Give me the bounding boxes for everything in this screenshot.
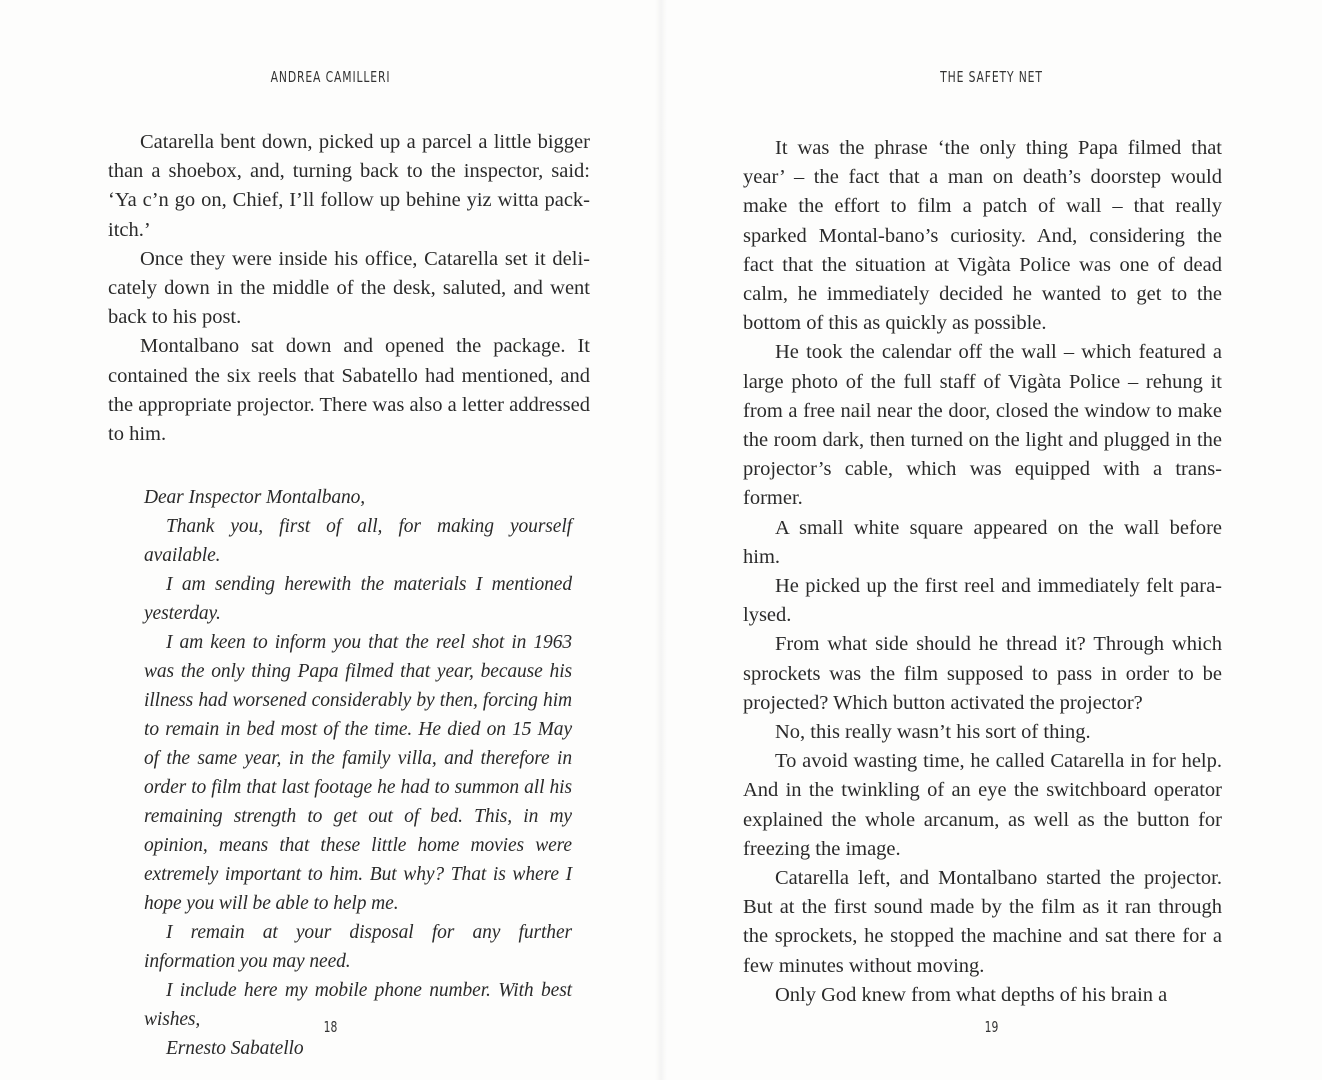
right-body-text [743,134,1222,1010]
right-page [661,0,1322,1080]
paragraph: Catarella left, and Montalbano started the projector. But at the first sound made by the film as it ran through the sprockets, he stopped the machine and sat there for a few minutes without moving. [743,867,1222,977]
paragraph: Once they were inside his office, Catarella set it deli-cately down in the middle of the desk, saluted, and went back to his post. [108,247,590,329]
letter-paragraph: I am sending herewith the materials I mentioned yesterday. [144,574,572,624]
running-head-author: ANDREA CAMILLERI [270,68,391,86]
paragraph: Only God knew from what depths of his brain a [775,983,1168,1006]
paragraph: No, this really wasn’t his sort of thing. [775,721,1091,744]
paragraph: He took the calendar off the wall – which featured a large photo of the full staff of Vigàta Police – rehung it from a free nail near the door, closed the window to make the room dark, then turned on the light and plugged in the projector’s cable, which was equipped with a trans-former. [743,341,1222,510]
quoted-letter [144,483,572,1063]
paragraph: Catarella bent down, picked up a parcel a little bigger than a shoebox, and, turning back to the inspector, said: ‘Ya c’n go on, Chief, I’ll follow up behine yiz witta pack-itch.’ [108,131,590,241]
letter-salutation: Dear Inspector Montalbano, [144,487,366,508]
page-number-left: 18 [323,1018,338,1036]
letter-paragraph: Thank you, first of all, for making yourself available. [144,516,572,566]
paragraph: From what side should he thread it? Through which sprockets was the film supposed to pass in order to be projected? Which button activated the projector? [743,633,1222,714]
letter-paragraph: I am keen to inform you that the reel shot in 1963 was the only thing Papa filmed that year, because his illness had worsened considerably by then, forcing him to remain in bed most of the time. He died on 15 May of the same year, in the family villa, and therefore in order to film that last footage he had to summon all his remaining strength to get out of bed. This, in my opinion, means that these little home movies were extremely important to him. But why? That is where I hope you will be able to help me. [144,632,572,914]
paragraph: He picked up the first reel and immediately felt para-lysed. [743,575,1222,627]
left-body-text [108,128,590,449]
paragraph: Montalbano sat down and opened the package. It contained the six reels that Sabatello had mentioned, and the appropriate projector. There was also a letter addressed to him. [108,335,590,446]
page-number-right: 19 [984,1018,999,1036]
letter-paragraph: I include here my mobile phone number. With best wishes, [144,980,572,1030]
running-head-title: THE SAFETY NET [940,68,1043,86]
paragraph: A small white square appeared on the wall before him. [743,516,1222,568]
paragraph: It was the phrase ‘the only thing Papa filmed that year’ – the fact that a man on death’s doorstep would make the effort to film a patch of wall – that really sparked Montal-bano’s curiosity. And, considering the fact that the situation at Vigàta Police was one of dead calm, he immediately decided he wanted to get to the bottom of this as quickly as possible. [743,137,1222,335]
letter-signature: Ernesto Sabatello [166,1038,304,1059]
letter-paragraph: I remain at your disposal for any further information you may need. [144,922,572,972]
paragraph: To avoid wasting time, he called Catarella in for help. And in the twinkling of an eye the switchboard operator explained the whole arcanum, as well as the button for freezing the image. [743,750,1222,860]
